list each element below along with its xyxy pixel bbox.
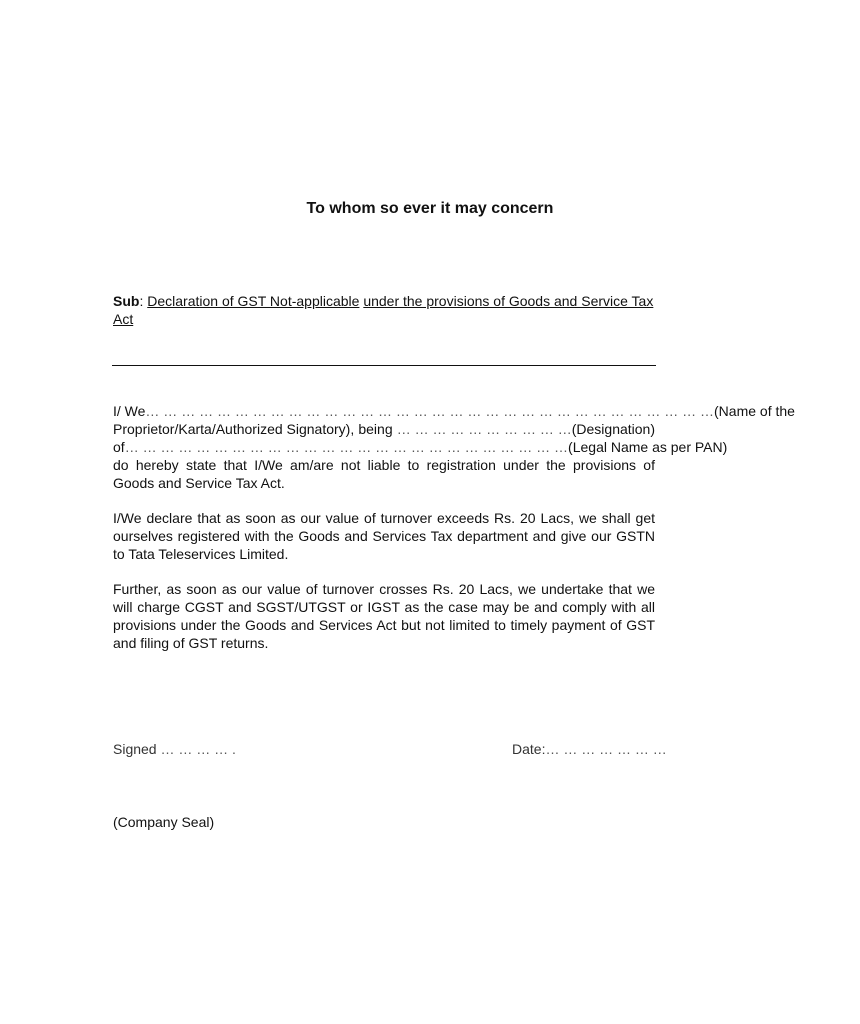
declaration-paragraph: [113, 402, 795, 492]
company-seal-label: (Company Seal): [113, 814, 215, 830]
designation-blank-dots: … … … … … … … … … …: [396, 421, 572, 437]
declaration-role-text: Proprietor/Karta/Authorized Signatory),: [113, 421, 355, 437]
subject-colon: :: [139, 293, 148, 309]
declaration-being: being: [358, 421, 393, 437]
date-label: Date:: [512, 741, 546, 757]
declaration-of: of: [113, 439, 125, 455]
declaration-legal-name-label: (Legal Name as per PAN): [568, 439, 728, 455]
registration-paragraph: I/We declare that as soon as our value of turnover exceeds Rs. 20 Lacs, we shall get ourselves registered with the Goods and Services Tax department and give our GSTN to Tata Teleservices Limited.: [113, 510, 655, 562]
undertaking-paragraph: Further, as soon as our value of turnover crosses Rs. 20 Lacs, we undertake that we will charge CGST and SGST/UTGST or IGST as the case may be and comply with all provisions under the Goods and Services Act but not limited to timely payment of GST and filing of GST returns.: [113, 581, 655, 651]
declaration-statement: do hereby state that I/We am/are not liable to registration under the provisions of Goods and Service Tax Act.: [113, 457, 655, 491]
declaration-name-suffix: (Name of the: [714, 403, 795, 419]
document-title: To whom so ever it may concern: [306, 200, 554, 217]
subject-part-2: under the provisions of Goods and Service Tax Act: [113, 293, 654, 327]
legal-name-blank-dots: … … … … … … … … … … … … … … … … … … … … … … … … …: [124, 439, 569, 455]
subject-line: [113, 292, 658, 328]
declaration-line-1: [113, 402, 795, 420]
horizontal-divider: [112, 365, 656, 366]
name-blank-dots: … … … … … … … … … … … … … … … … … … … … … … … … … … … … … … … …: [145, 403, 715, 419]
declaration-name-prefix: I/ We: [113, 403, 146, 419]
signed-blank-dots: … … … … .: [156, 741, 236, 757]
declaration-designation-label: (Designation): [571, 421, 655, 437]
signed-label: Signed: [113, 741, 157, 757]
date-field: [512, 740, 667, 758]
declaration-line-2: [113, 420, 655, 438]
subject-label: Sub: [113, 293, 140, 309]
declaration-line-3: [113, 438, 728, 456]
subject-part-1: Declaration of GST Not-applicable: [147, 293, 360, 309]
signed-field: [113, 740, 236, 758]
date-blank-dots: … … … … … … …: [545, 741, 667, 757]
